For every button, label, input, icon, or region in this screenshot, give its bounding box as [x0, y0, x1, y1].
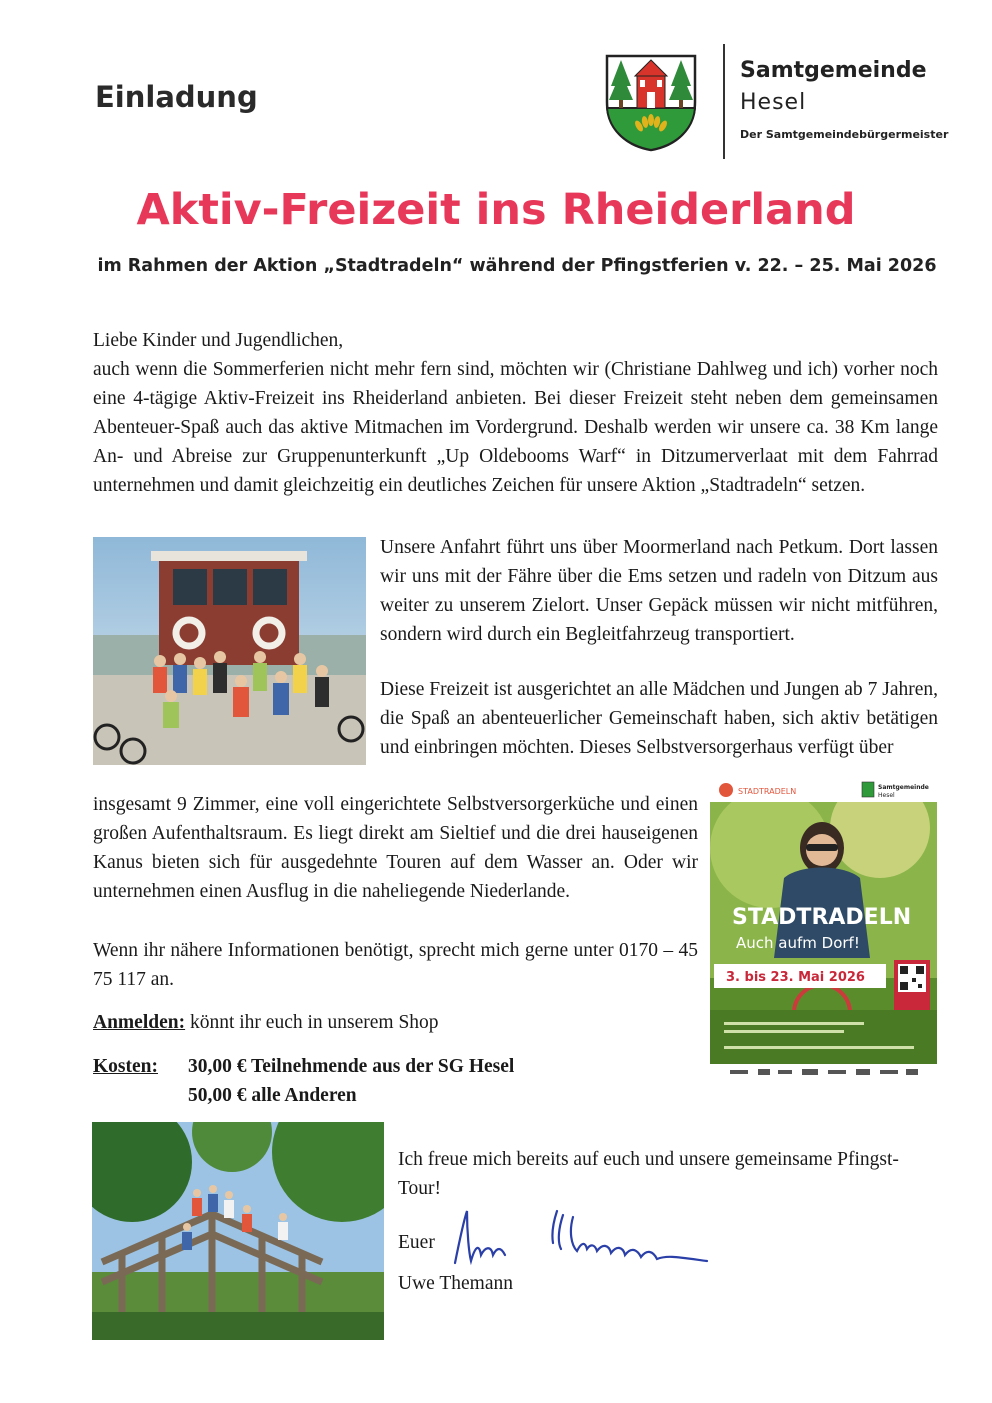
svg-text:STADTRADELN: STADTRADELN	[738, 787, 797, 796]
paragraph-house: insgesamt 9 Zimmer, eine voll eingerichtete Selbstversorgerküche und einen großen Aufenthaltsraum. Es liegt direkt am Sieltief und die drei hauseigenen Kanus bieten sich für ausgedehnte Touren auf dem Wasser an. Oder wir unternehmen einen Ausflug in die naheliegende Niederlande.	[93, 794, 698, 902]
group-photo-bridge	[92, 1122, 384, 1340]
org-subtitle: Der Samtgemeindebürgermeister	[740, 128, 949, 141]
org-name: Samtgemeinde	[740, 58, 927, 83]
greeting: Liebe Kinder und Jugendlichen,	[93, 330, 344, 351]
heading-einladung: Einladung	[95, 80, 258, 114]
register-text: könnt ihr euch in unserem Shop	[185, 1012, 439, 1033]
svg-text:STADTRADELN: STADTRADELN	[732, 905, 912, 930]
register-label: Anmelden:	[93, 1012, 186, 1033]
signer-name: Uwe Themann	[398, 1273, 513, 1294]
paragraph-audience: Diese Freizeit ist ausgerichtet an alle Mädchen und Jungen ab 7 Jahren, die Spaß an abenteuerlicher Gemeinschaft haben, sich aktiv betätigen und einbringen möchten. Dieses Selbstversorgerhaus verfügt über	[380, 679, 938, 758]
svg-text:Auch aufm Dorf!: Auch aufm Dorf!	[736, 934, 860, 952]
paragraph-intro: auch wenn die Sommerferien nicht mehr fern sind, möchten wir (Christiane Dahlweg und ich) vorher noch eine 4-tägige Aktiv-Freizeit ins Rheiderland anbieten. Bei dieser Freizeit steht neben dem gemeinsamen Abenteuer-Spaß auch das aktive Mitmachen im Vordergrund. Deshalb werden wir unsere ca. 38 Km lange An- und Abreise zur Gruppenunterkunft „Up Oldebooms Warf“ in Ditzumerverlaat mit dem Fahrrad unternehmen und damit gleichzeitig ein deutliches Zeichen für unsere Aktion „Stadtradeln“ setzen.	[93, 359, 938, 496]
closing-text: Ich freue mich bereits auf euch und unsere gemeinsame Pfingst-Tour!	[398, 1149, 899, 1199]
svg-text:Hesel: Hesel	[878, 792, 895, 799]
stadtradeln-poster	[710, 778, 937, 1080]
poster-crest-icon	[862, 782, 874, 797]
org-place: Hesel	[740, 90, 807, 115]
page-subtitle: im Rahmen der Aktion „Stadtradeln“ während der Pfingstferien v. 22. – 25. Mai 2026	[97, 256, 937, 276]
cost-others: 50,00 € alle Anderen	[188, 1085, 357, 1106]
paragraph-contact: Wenn ihr nähere Informationen benötigt, sprecht mich gerne unter 0170 – 45 75 117 an.	[93, 940, 698, 990]
page-title: Aktiv-Freizeit ins Rheiderland	[136, 185, 856, 235]
cost-members: 30,00 € Teilnehmende aus der SG Hesel	[188, 1056, 515, 1077]
costs-label: Kosten:	[93, 1056, 158, 1077]
paragraph-route: Unsere Anfahrt führt uns über Moormerland nach Petkum. Dort lassen wir uns mit der Fähre über die Ems setzen und radeln von Ditzum aus weiter zu unserem Zielort. Unser Gepäck müssen wir nicht mitführen, sondern wird durch ein Begleitfahrzeug transportiert.	[380, 537, 938, 645]
register-line	[93, 1012, 439, 1034]
svg-text:Samtgemeinde: Samtgemeinde	[878, 784, 929, 791]
coat-of-arms-icon	[603, 52, 699, 152]
svg-text:3. bis 23. Mai 2026: 3. bis 23. Mai 2026	[726, 970, 865, 985]
header-divider	[723, 44, 725, 159]
group-photo-ferry	[93, 537, 366, 765]
regards: Euer	[398, 1232, 435, 1253]
stadtradeln-logo-icon	[719, 783, 733, 797]
signature	[445, 1203, 735, 1273]
